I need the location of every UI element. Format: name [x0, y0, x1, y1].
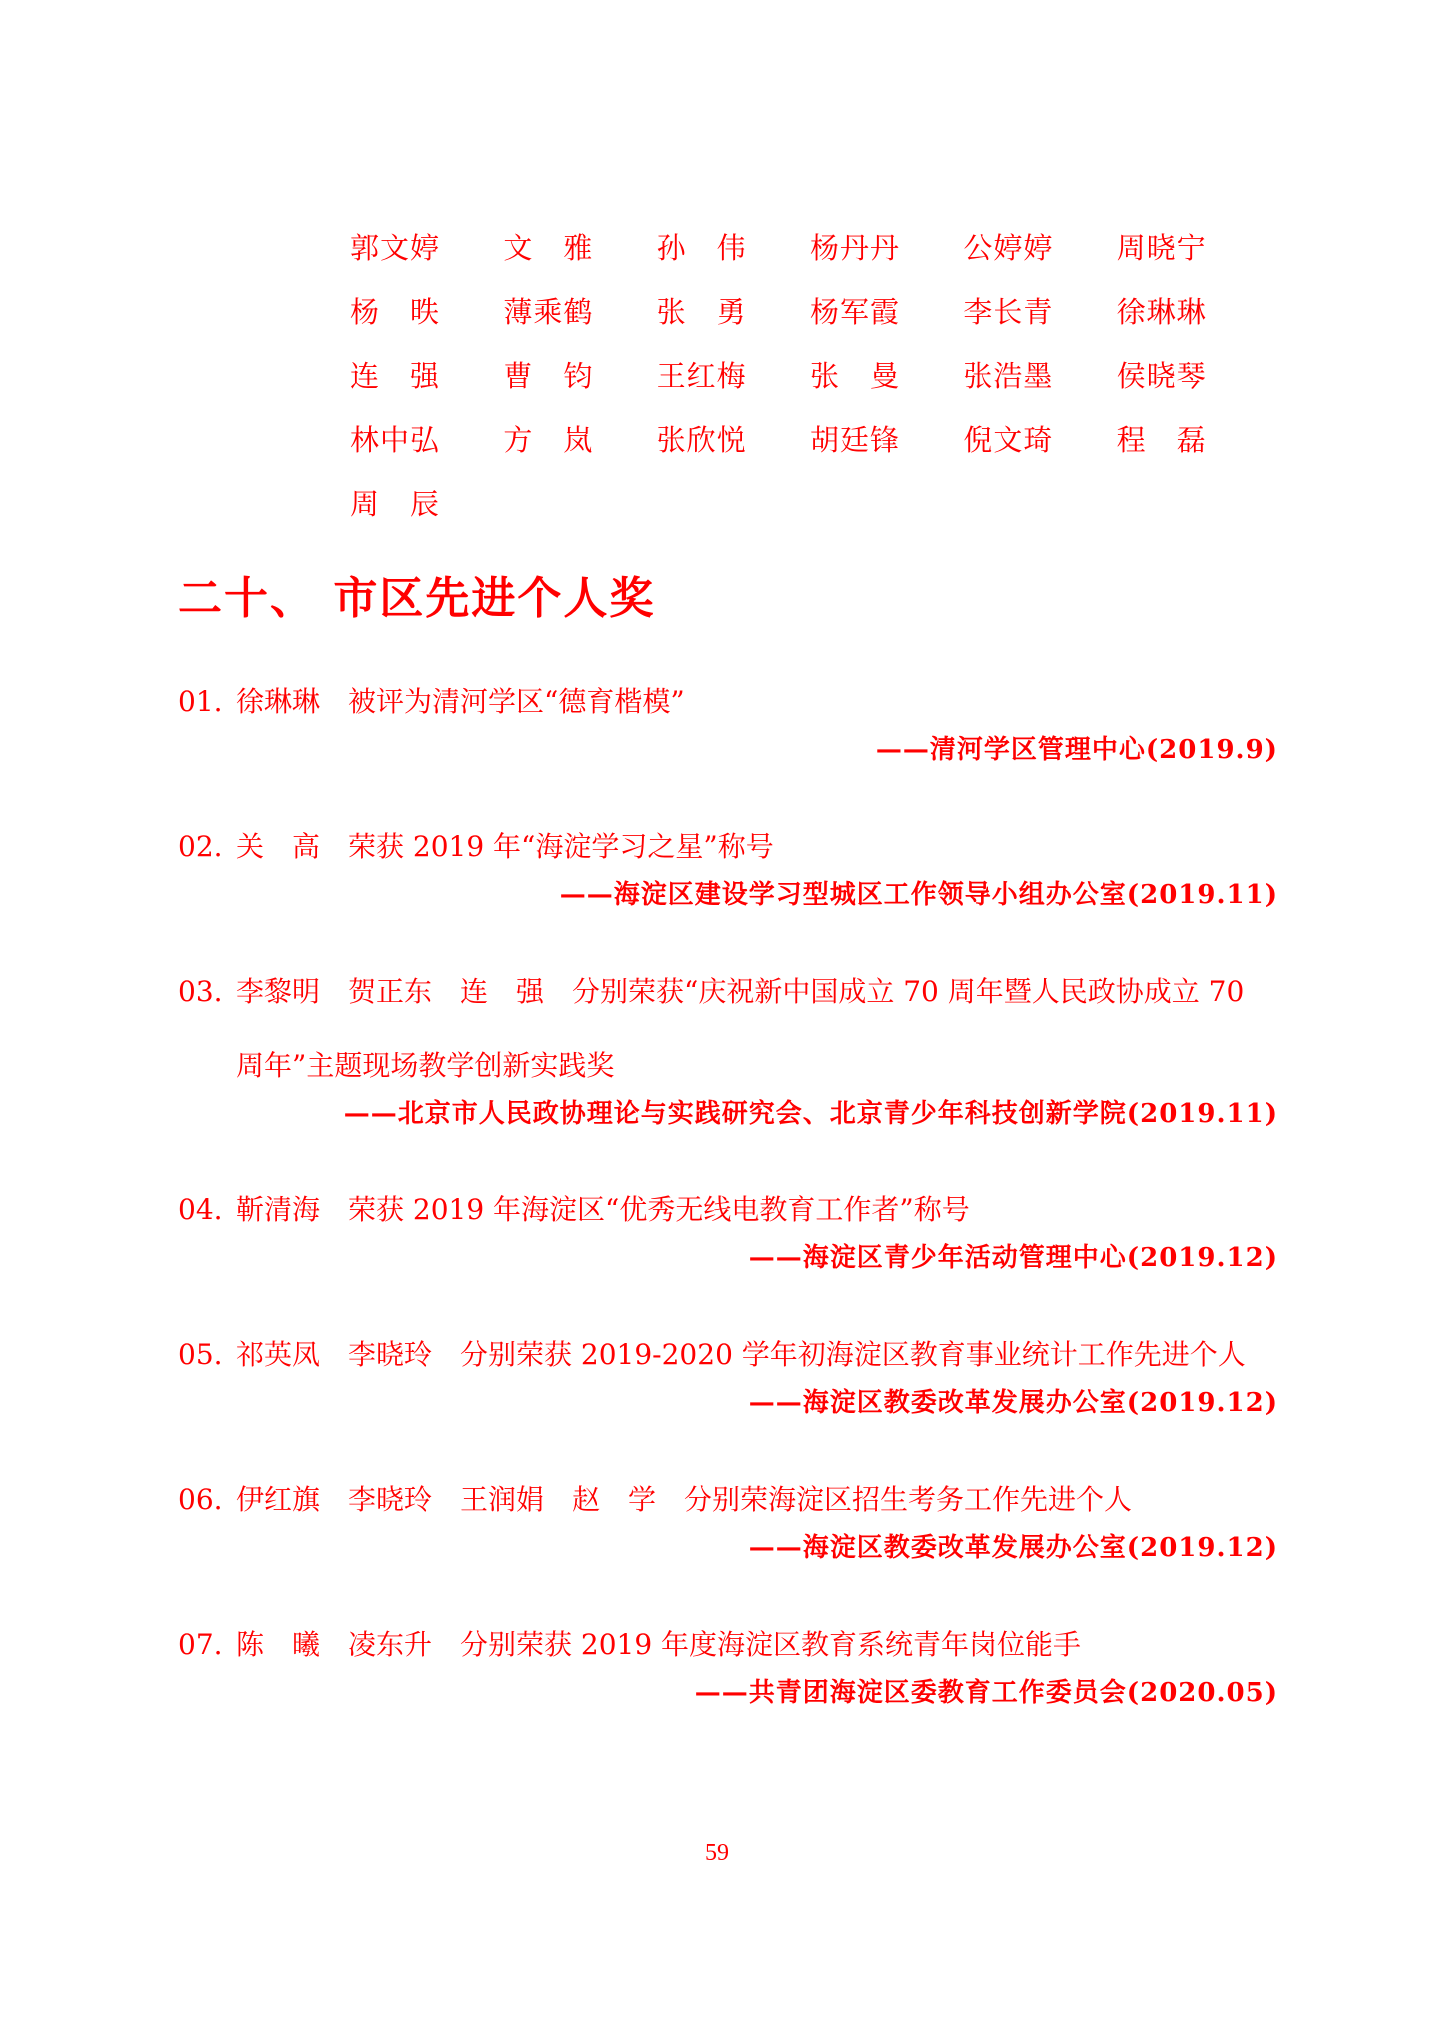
entry-text: 祁英凤 李晓玲 分别荣获 2019-2020 学年初海淀区教育事业统计工作先进个人 — [236, 1338, 1246, 1371]
name-item: 杨军霞 — [809, 294, 900, 329]
entry-source: ——北京市人民政协理论与实践研究会、北京青少年科技创新学院(2019.11) — [343, 1099, 1278, 1129]
name-item: 林中弘 — [350, 422, 441, 457]
entry-text: 陈 曦 凌东升 分别荣获 2019 年度海淀区教育系统青年岗位能手 — [236, 1628, 1082, 1661]
name-item: 张 勇 — [656, 294, 747, 329]
name-item: 公婷婷 — [963, 230, 1054, 265]
name-item: 杨丹丹 — [809, 230, 900, 265]
name-item: 曹 钧 — [503, 358, 594, 393]
entry-text: 徐琳琳 被评为清河学区“德育楷模” — [236, 685, 685, 718]
award-entry — [178, 1190, 1278, 1278]
entry-text: 伊红旗 李晓玲 王润娟 赵 学 分别荣海淀区招生考务工作先进个人 — [236, 1483, 1133, 1516]
name-item: 徐琳琳 — [1116, 294, 1207, 329]
award-entry — [178, 1480, 1278, 1568]
entry-text: 李黎明 贺正东 连 强 分别荣获“庆祝新中国成立 70 周年暨人民政协成立 70 — [236, 975, 1245, 1008]
name-item: 郭文婷 — [350, 230, 441, 265]
entry-line — [178, 1190, 1278, 1230]
award-entry — [178, 1335, 1278, 1423]
name-item: 张浩墨 — [963, 358, 1054, 393]
entry-line — [178, 1625, 1278, 1665]
entry-source: ——共青团海淀区委教育工作委员会(2020.05) — [694, 1678, 1278, 1708]
entry-source: ——海淀区青少年活动管理中心(2019.12) — [748, 1243, 1278, 1273]
entry-line — [178, 827, 1278, 867]
entry-text: 关 高 荣获 2019 年“海淀学习之星”称号 — [236, 830, 774, 863]
section-title: 二十、 市区先进个人奖 — [178, 573, 656, 624]
entry-number: 03. — [178, 975, 223, 1008]
entry-number: 02. — [178, 830, 223, 863]
name-item: 侯晓琴 — [1116, 358, 1207, 393]
award-entry — [178, 827, 1278, 915]
name-item: 周晓宁 — [1116, 230, 1207, 265]
entry-source: ——清河学区管理中心(2019.9) — [875, 735, 1278, 765]
name-item: 张欣悦 — [656, 422, 747, 457]
entry-number: 04. — [178, 1193, 223, 1226]
entry-line — [178, 1335, 1278, 1375]
award-entry — [178, 972, 1278, 1134]
award-entry — [178, 682, 1278, 770]
name-item: 倪文琦 — [963, 422, 1054, 457]
name-item: 连 强 — [350, 358, 441, 393]
names-row — [350, 470, 1270, 534]
entry-source: ——海淀区建设学习型城区工作领导小组办公室(2019.11) — [559, 880, 1278, 910]
entry-continuation: 周年”主题现场教学创新实践奖 — [236, 1049, 615, 1082]
entry-number: 01. — [178, 685, 223, 718]
entry-number: 05. — [178, 1338, 223, 1371]
entry-number: 06. — [178, 1483, 223, 1516]
entry-line — [178, 972, 1278, 1012]
award-entry — [178, 1625, 1278, 1713]
names-row — [350, 214, 1270, 278]
entry-line — [178, 1480, 1278, 1520]
entry-number: 07. — [178, 1628, 223, 1661]
name-item: 李长青 — [963, 294, 1054, 329]
names-grid — [350, 214, 1270, 534]
entry-line — [178, 682, 1278, 722]
name-item: 周 辰 — [350, 486, 441, 521]
names-row — [350, 278, 1270, 342]
name-item: 薄乘鹤 — [503, 294, 594, 329]
names-row — [350, 406, 1270, 470]
name-item: 文 雅 — [503, 230, 594, 265]
name-item: 孙 伟 — [656, 230, 747, 265]
entry-source: ——海淀区教委改革发展办公室(2019.12) — [748, 1533, 1278, 1563]
name-item: 王红梅 — [656, 358, 747, 393]
name-item: 张 曼 — [809, 358, 900, 393]
entry-source: ——海淀区教委改革发展办公室(2019.12) — [748, 1388, 1278, 1418]
names-row — [350, 342, 1270, 406]
page-number: 59 — [705, 1840, 729, 1866]
name-item: 胡廷锋 — [809, 422, 900, 457]
name-item: 程 磊 — [1116, 422, 1207, 457]
entry-text: 靳清海 荣获 2019 年海淀区“优秀无线电教育工作者”称号 — [236, 1193, 970, 1226]
name-item: 方 岚 — [503, 422, 594, 457]
name-item: 杨 昳 — [350, 294, 441, 329]
